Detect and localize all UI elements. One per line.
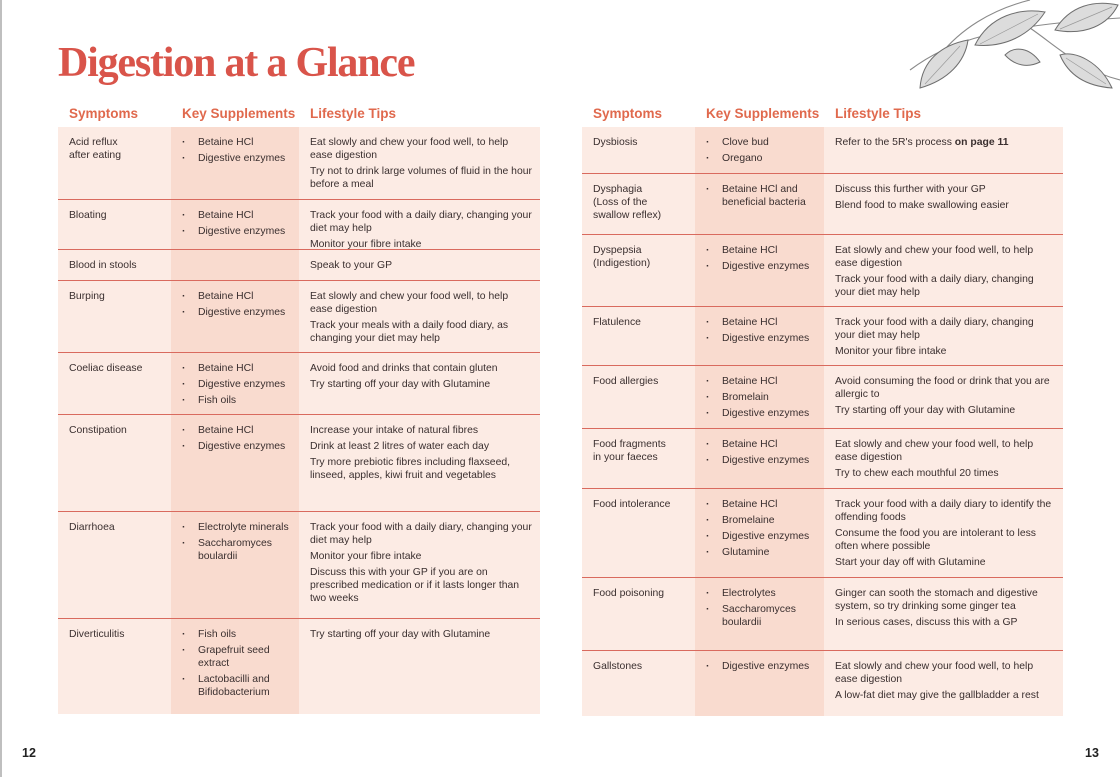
tip-text: Monitor your fibre intake [835,346,947,357]
symptom-line: Coeliac disease [69,363,143,374]
symptom-line: (Indigestion) [593,258,651,269]
symptom-line: Bloating [69,210,107,221]
supplement-list [706,183,816,209]
symptom-line: Dyspepsia [593,245,642,256]
supplement-list [182,136,291,165]
supplement-item: · Digestive enzymes [706,660,816,673]
tip-text: Blend food to make swallowing easier [835,200,1009,211]
tip-text: Eat slowly and chew your food well, to help ease digestion [310,137,509,161]
tip-text: In serious cases, discuss this with a GP [835,617,1018,628]
tip-text: Try starting off your day with Glutamine [835,405,1016,416]
supplement-item: · Digestive enzymes [182,440,291,453]
symptom-cell [582,127,695,173]
tips-cell [299,353,540,414]
symptom-cell [58,127,171,199]
symptom-cell [58,353,171,414]
symptom-cell [582,307,695,365]
supplement-list [182,424,291,453]
tip-text: Try more prebiotic fibres including flaxseed, linseed, apples, kiwi fruit and vegetables [310,457,511,481]
tips-cell [824,174,1063,234]
supplement-item: · Betaine HCl [706,244,816,257]
supplement-list [182,521,291,563]
supplement-item: · Grapefruit seed extract [182,644,291,670]
table-row [582,578,1063,651]
supplements-cell [171,200,299,249]
supplement-list [706,438,816,467]
symptom-line: Food poisoning [593,588,665,599]
tip-text: Track your food with a daily diary, changing your diet may help [835,274,1034,298]
symptom-line: Blood in stools [69,260,137,271]
symptom-line: Diarrhoea [69,522,115,533]
tips-cell [824,489,1063,577]
symptom-cell [582,429,695,488]
table-body [58,127,540,714]
supplements-cell [171,281,299,352]
tip-text: A low-fat diet may give the gallbladder a rest [835,690,1039,701]
supplements-cell [695,489,824,577]
symptom-cell [582,174,695,234]
header-tips: Lifestyle Tips [835,106,922,121]
tip-text: Speak to your GP [310,260,393,271]
tip-text: Ginger can sooth the stomach and digestive system, so try drinking some ginger tea [835,588,1038,612]
symptom-line: Gallstones [593,661,643,672]
supplement-item: · Fish oils [182,394,291,407]
page-binding [0,0,2,777]
table-row [582,429,1063,489]
tips-cell [299,619,540,714]
tip-text: Discuss this with your GP if you are on prescribed medication or if it lasts longer than two weeks [310,567,520,604]
tip-text: Discuss this further with your GP [835,184,986,195]
tip-text: Eat slowly and chew your food well, to help ease digestion [835,245,1034,269]
symptom-line: Burping [69,291,105,302]
tips-cell [299,512,540,618]
symptom-line: Food intolerance [593,499,671,510]
supplement-item: · Digestive enzymes [706,260,816,273]
supplement-item: · Digestive enzymes [182,306,291,319]
supplement-item: · Betaine HCl [706,316,816,329]
supplement-item: · Oregano [706,152,816,165]
table-row [58,619,540,714]
supplement-item: · Digestive enzymes [182,225,291,238]
symptom-cell [58,512,171,618]
supplement-item: · Electrolyte minerals [182,521,291,534]
symptoms-table-left [58,100,540,714]
table-row [58,200,540,250]
tip-text: Refer to the 5R's process on page 11 [835,137,1009,148]
symptom-line: after eating [69,150,121,161]
table-row [582,127,1063,174]
tips-cell [824,127,1063,173]
tip-text: Monitor your fibre intake [310,239,422,250]
tips-cell [824,366,1063,428]
tips-cell [299,281,540,352]
tips-cell [299,200,540,249]
table-row [58,415,540,512]
supplements-cell [695,578,824,650]
symptom-cell [58,281,171,352]
supplements-cell [171,512,299,618]
tip-text: Monitor your fibre intake [310,551,422,562]
supplement-list [706,244,816,273]
tip-text: Start your day off with Glutamine [835,557,986,568]
supplements-cell [695,366,824,428]
tip-text: Try starting off your day with Glutamine [310,629,491,640]
supplement-item: · Saccharomyces boulardii [182,537,291,563]
supplement-list [182,628,291,699]
table-body [582,127,1063,716]
tip-text: Eat slowly and chew your food well, to help ease digestion [310,291,509,315]
tips-cell [299,250,540,280]
header-symptoms: Symptoms [593,106,663,121]
symptom-cell [58,250,171,280]
supplements-cell [695,127,824,173]
symptom-line: in your faeces [593,452,658,463]
tip-text: Try starting off your day with Glutamine [310,379,491,390]
table-row [582,651,1063,716]
supplement-list [706,498,816,559]
tip-text: Drink at least 2 litres of water each day [310,441,490,452]
symptom-cell [582,651,695,716]
header-tips: Lifestyle Tips [310,106,397,121]
supplements-cell [695,429,824,488]
supplements-cell [171,353,299,414]
supplement-item: · Betaine HCl [706,498,816,511]
supplement-item: · Digestive enzymes [182,378,291,391]
tip-text: Avoid consuming the food or drink that you are allergic to [835,376,1050,400]
supplement-item: · Betaine HCl [706,375,816,388]
supplement-item: · Fish oils [182,628,291,641]
tip-text: Consume the food you are intolerant to less often where possible [835,528,1037,552]
tip-text: Track your food with a daily diary, changing your diet may help [310,522,532,546]
tip-text: Eat slowly and chew your food well, to help ease digestion [835,439,1034,463]
supplement-item: · Digestive enzymes [706,454,816,467]
symptoms-table-right [582,100,1063,716]
supplements-cell [171,127,299,199]
table-row [582,235,1063,307]
supplement-list [706,375,816,420]
symptom-line: Flatulence [593,317,641,328]
tip-text: Track your food with a daily diary, changing your diet may help [835,317,1034,341]
header-supplements: Key Supplements [706,106,820,121]
tips-cell [824,235,1063,306]
supplement-item: · Lactobacilli and Bifidobacterium [182,673,291,699]
symptom-line: Dysbiosis [593,137,638,148]
table-row [58,512,540,619]
symptom-cell [582,578,695,650]
supplements-cell [695,235,824,306]
supplement-item: · Electrolytes [706,587,816,600]
supplement-list [706,660,816,673]
supplement-item: · Betaine HCl [182,209,291,222]
supplement-item: · Digestive enzymes [706,332,816,345]
supplements-cell [171,250,299,280]
supplements-cell [171,619,299,714]
header-supplements: Key Supplements [182,106,296,121]
supplement-item: · Betaine HCl [182,290,291,303]
tip-text: Try to chew each mouthful 20 times [835,468,999,479]
page-number-right: 13 [1085,746,1099,760]
supplement-item: · Betaine HCl [182,424,291,437]
supplement-item: · Betaine HCl [182,136,291,149]
supplements-cell [171,415,299,511]
supplement-list [706,136,816,165]
supplements-cell [695,174,824,234]
symptom-line: Acid reflux [69,137,118,148]
symptom-line: Dysphagia [593,184,643,195]
leaf-illustration-icon [880,0,1120,92]
page-title: Digestion at a Glance [58,40,415,86]
supplement-item: · Betaine HCl [182,362,291,375]
supplement-list [706,587,816,629]
supplement-item: · Clove bud [706,136,816,149]
table-row [58,250,540,281]
supplement-item: · Digestive enzymes [706,530,816,543]
supplements-cell [695,307,824,365]
page-number-left: 12 [22,746,36,760]
supplement-list [182,290,291,319]
supplement-list [182,362,291,407]
supplement-item: · Saccharomyces boulardii [706,603,816,629]
supplements-cell [695,651,824,716]
symptom-cell [58,415,171,511]
table-row [58,127,540,200]
tip-text: Track your food with a daily diary to identify the offending foods [835,499,1052,523]
table-row [582,489,1063,578]
supplement-item: · Bromelain [706,391,816,404]
supplement-list [706,316,816,345]
symptom-line: Food allergies [593,376,659,387]
tip-text: Eat slowly and chew your food well, to help ease digestion [835,661,1034,685]
supplement-list [182,209,291,238]
symptom-line: Constipation [69,425,127,436]
supplement-item: · Digestive enzymes [706,407,816,420]
tips-cell [824,651,1063,716]
supplement-item: · Betaine HCl [706,438,816,451]
supplement-item: · Bromelaine [706,514,816,527]
tips-cell [824,578,1063,650]
symptom-cell [58,200,171,249]
tips-cell [824,307,1063,365]
table-row [582,366,1063,429]
symptom-cell [58,619,171,714]
tip-text: Track your food with a daily diary, changing your diet may help [310,210,532,234]
symptom-line: (Loss of the [593,197,648,208]
symptom-cell [582,489,695,577]
tip-text: Try not to drink large volumes of fluid in the hour before a meal [310,166,532,190]
supplement-item: · Digestive enzymes [182,152,291,165]
symptom-line: Food fragments [593,439,666,450]
page-reference: on page 11 [954,137,1009,148]
symptom-line: Diverticulitis [69,629,125,640]
tips-cell [299,415,540,511]
header-symptoms: Symptoms [69,106,139,121]
tips-cell [299,127,540,199]
table-row [58,281,540,353]
tips-cell [824,429,1063,488]
table-header [58,100,540,127]
symptom-cell [582,235,695,306]
supplement-item: · Glutamine [706,546,816,559]
tip-text: Track your meals with a daily food diary, as changing your diet may help [310,320,509,344]
symptom-line: swallow reflex) [593,210,662,221]
table-header [582,100,1063,127]
table-row [58,353,540,415]
table-row [582,307,1063,366]
tip-text: Increase your intake of natural fibres [310,425,479,436]
symptom-cell [582,366,695,428]
tip-text: Avoid food and drinks that contain gluten [310,363,498,374]
table-row [582,174,1063,235]
supplement-item: · Betaine HCl and beneficial bacteria [706,183,816,209]
